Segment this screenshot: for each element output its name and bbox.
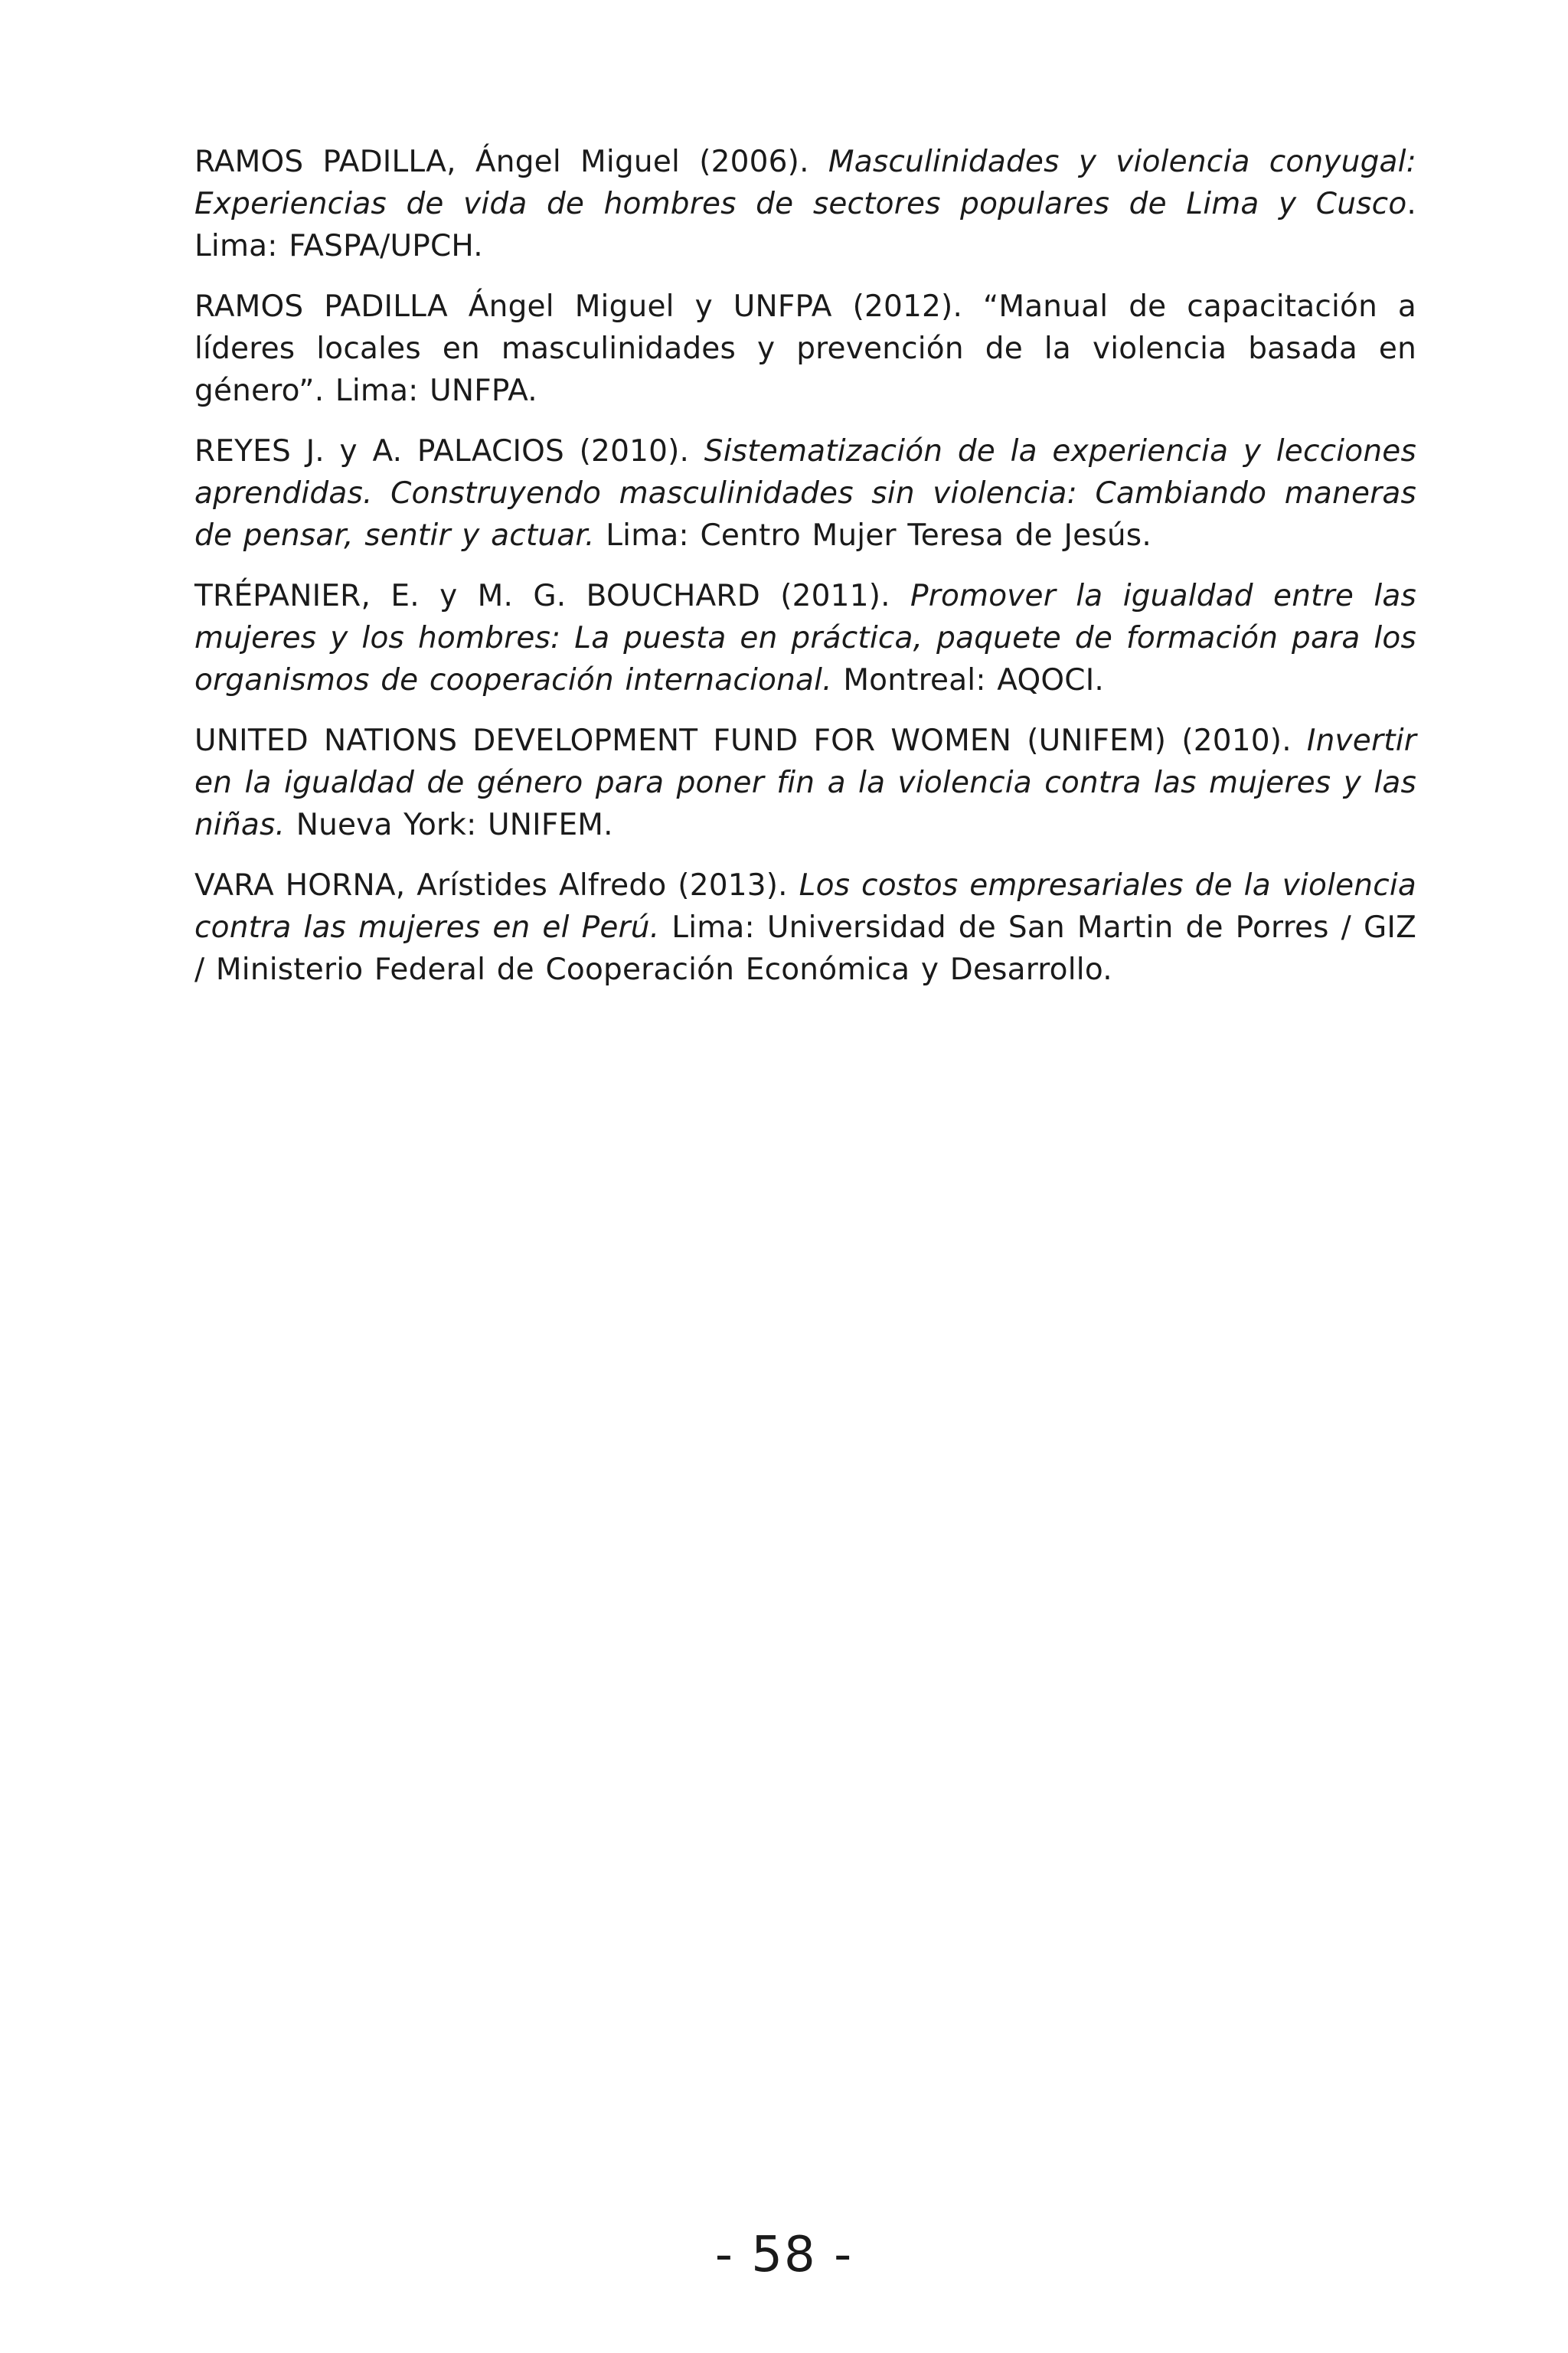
reference-publisher: Nueva York: UNIFEM. (285, 808, 613, 842)
reference-entry (194, 430, 1416, 557)
reference-title: Sistematización de la experiencia y lecciones aprendidas. Construyendo masculinidades sin violencia: Cambiando maneras de pensar, sentir y actuar. (194, 434, 1416, 553)
reference-title: Invertir en la igualdad de género para poner fin a la violencia contra las mujeres y las niñas. (194, 724, 1416, 842)
reference-publisher: Lima: Universidad de San Martin de Porres / GIZ / Ministerio Federal de Cooperación Económica y Desarrollo. (194, 910, 1416, 987)
reference-title: Masculinidades y violencia conyugal: Experiencias de vida de hombres de sectores populares de Lima y Cusco (194, 145, 1416, 221)
reference-publisher: Lima: Centro Mujer Teresa de Jesús. (594, 518, 1152, 553)
page-number: - 58 - (714, 2227, 854, 2283)
reference-publisher: . Lima: FASPA/UPCH. (194, 187, 1416, 263)
reference-entry (194, 286, 1416, 412)
reference-authors: RAMOS PADILLA Ángel Miguel y UNFPA (2012). “Manual de capacitación a líderes locales en masculinidades y prevención de la violencia basada en género”. Lima: UNFPA. (194, 289, 1416, 408)
reference-entry (194, 141, 1416, 267)
reference-authors: TRÉPANIER, E. y M. G. BOUCHARD (2011). (194, 579, 911, 613)
bibliography-list (194, 141, 1416, 1009)
reference-entry (194, 720, 1416, 846)
reference-entry (194, 864, 1416, 991)
reference-title: Promover la igualdad entre las mujeres y los hombres: La puesta en práctica, paquete de formación para los organismos de cooperación internacional. (194, 579, 1416, 698)
reference-authors: VARA HORNA, Arístides Alfredo (2013). (194, 868, 799, 903)
reference-authors: UNITED NATIONS DEVELOPMENT FUND FOR WOMEN (UNIFEM) (2010). (194, 724, 1307, 758)
reference-authors: REYES J. y A. PALACIOS (2010). (194, 434, 704, 469)
reference-title: Los costos empresariales de la violencia contra las mujeres en el Perú. (194, 868, 1416, 945)
reference-authors: RAMOS PADILLA, Ángel Miguel (2006). (194, 145, 828, 179)
reference-publisher: Montreal: AQOCI. (831, 663, 1104, 698)
reference-entry (194, 575, 1416, 701)
